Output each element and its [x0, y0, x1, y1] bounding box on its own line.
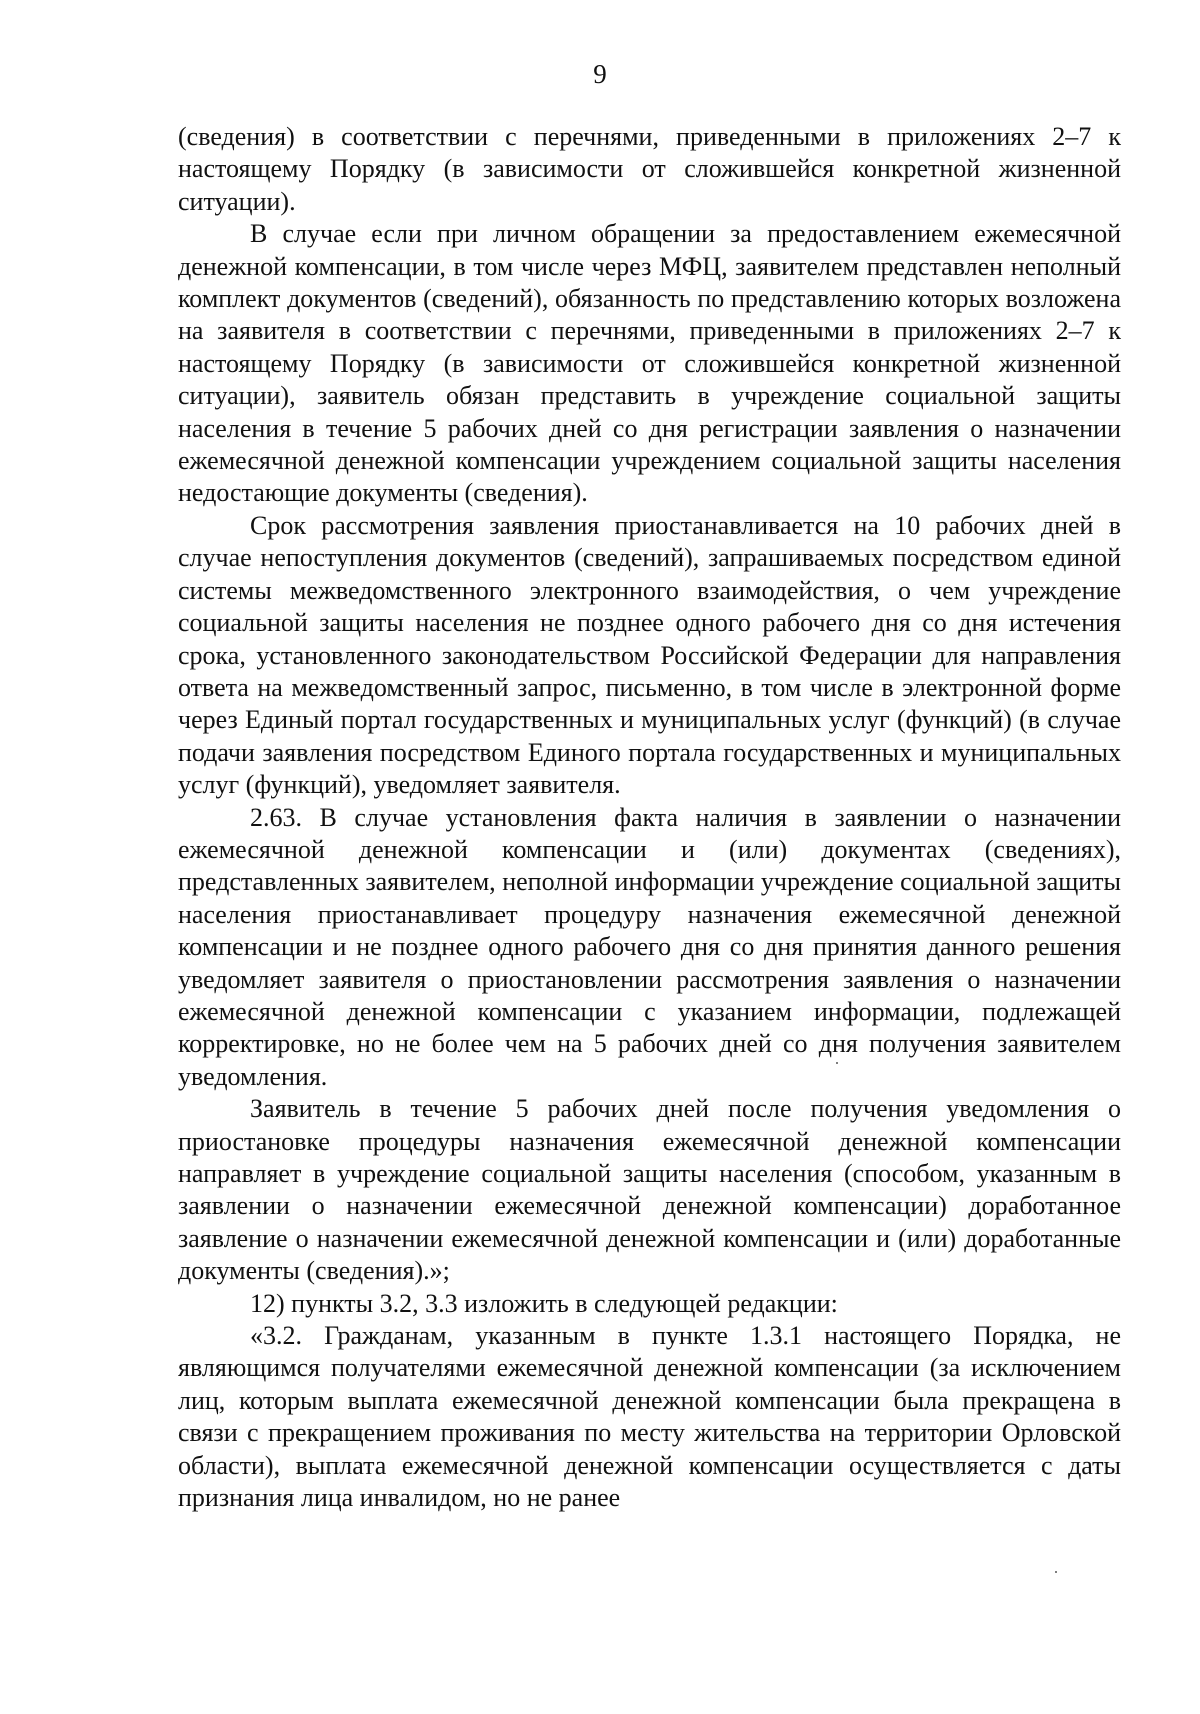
paragraph-incomplete-documents: В случае если при личном обращении за предоставлением ежемесячной денежной компенсации, в том числе через МФЦ, заявителем представлен неполный комплект документов (сведений), обязанность по представлению которых возложена на заявителя в соответствии с перечнями, приведенными в приложениях 2–7 к настоящему Порядку (в зависимости от сложившейся конкретной жизненной ситуации), заявитель обязан представить в учреждение социальной защиты населения в течение 5 рабочих дней со дня регистрации заявления о назначении ежемесячной денежной компенсации учреждением социальной защиты населения недостающие документы (сведения). — [178, 219, 1121, 508]
paragraph-continuation: (сведения) в соответствии с перечнями, приведенными в приложениях 2–7 к настоящему Порядку (в зависимости от сложившейся конкретной жизненной ситуации). — [178, 122, 1121, 216]
paragraph-item-12: 12) пункты 3.2, 3.3 изложить в следующей редакции: — [250, 1288, 838, 1318]
scan-speck — [1055, 1571, 1057, 1573]
paragraph-clause-2-63: 2.63. В случае установления факта наличия в заявлении о назначении ежемесячной денежной компенсации и (или) документах (сведениях), представленных заявителем, неполной информации учреждение социальной защиты населения приостанавливает процедуру назначения ежемесячной денежной компенсации и не позднее одного рабочего дня со дня принятия данного решения уведомляет заявителя о приостановлении рассмотрения заявления о назначении ежемесячной денежной компенсации с указанием информации, подлежащей корректировке, но не более чем на 5 рабочих дней со дня получения заявителем уведомления. — [178, 802, 1121, 1091]
page-number: 9 — [593, 59, 607, 89]
scan-speck — [836, 1062, 838, 1064]
paragraph-clause-3-2: «3.2. Гражданам, указанным в пункте 1.3.1 настоящего Порядка, не являющимся получателями ежемесячной денежной компенсации (за исключением лиц, которым выплата ежемесячной денежной компенсации была прекращена в связи с прекращением проживания по месту жительства на территории Орловской области), выплата ежемесячной денежной компенсации осуществляется с даты признания лица инвалидом, но не ранее — [178, 1321, 1121, 1513]
paragraph-applicant-resubmission: Заявитель в течение 5 рабочих дней после получения уведомления о приостановке процедуры назначения ежемесячной денежной компенсации направляет в учреждение социальной защиты населения (способом, указанным в заявлении о назначении ежемесячной денежной компенсации) доработанное заявление о назначении ежемесячной денежной компенсации и (или) доработанные документы (сведения).»; — [178, 1094, 1121, 1286]
paragraph-review-suspension: Срок рассмотрения заявления приостанавливается на 10 рабочих дней в случае непоступления документов (сведений), запрашиваемых посредством единой системы межведомственного электронного взаимодействия, о чем учреждение социальной защиты населения не позднее одного рабочего дня со дня истечения срока, установленного законодательством Российской Федерации для направления ответа на межведомственный запрос, письменно, в том числе в электронной форме через Единый портал государственных и муниципальных услуг (функций) (в случае подачи заявления посредством Единого портала государственных и муниципальных услуг (функций), уведомляет заявителя. — [178, 510, 1121, 800]
document-body — [178, 121, 1121, 1514]
